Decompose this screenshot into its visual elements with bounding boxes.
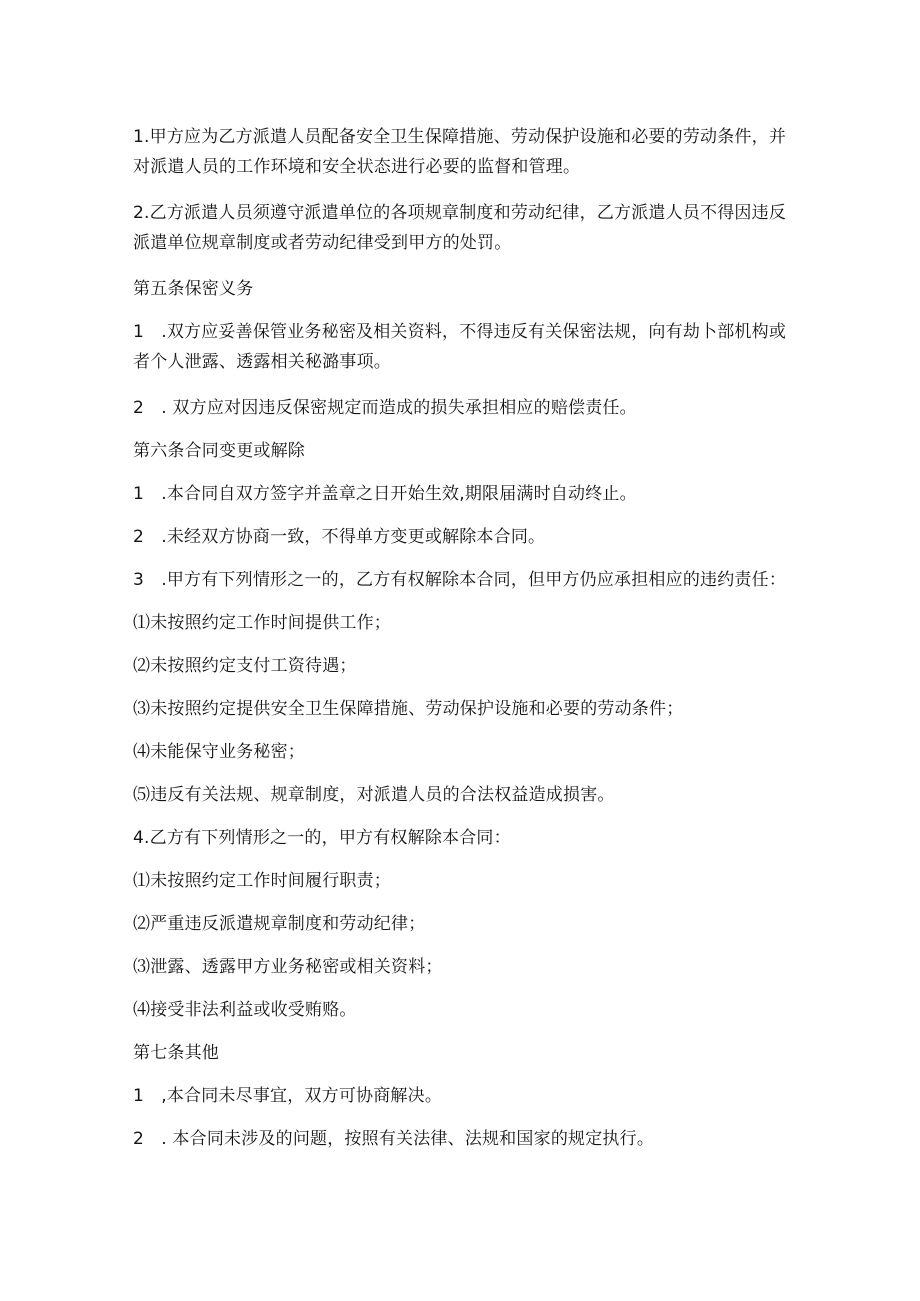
list-item-party-a-2: ⑵未按照约定支付工资待遇；	[133, 656, 357, 676]
paragraph-clause-2: 2.乙方派遣人员须遵守派遣单位的各项规章制度和劳动纪律，乙方派遣人员不得因违反派遣单位规章制度或者劳动纪律受到甲方的处罚。	[133, 203, 787, 253]
list-item-party-b-4: ⑷接受非法利益或收受贿赂。	[133, 1000, 357, 1020]
paragraph-termination-1: 1 .本合同自双方签字并盖章之日开始生效,期限届满时自动终止。	[133, 484, 637, 504]
section-heading-article-6: 第六条合同变更或解除	[133, 441, 305, 461]
paragraph-termination-4: 4.乙方有下列情形之一的，甲方有权解除本合同：	[133, 828, 511, 848]
paragraph-termination-2: 2 .未经双方协商一致，不得单方变更或解除本合同。	[133, 527, 546, 547]
list-item-party-a-1: ⑴未按照约定工作时间提供工作；	[133, 613, 391, 633]
list-item-party-a-3: ⑶未按照约定提供安全卫生保障措施、劳动保护设施和必要的劳动条件；	[133, 699, 684, 719]
list-item-party-b-1: ⑴未按照约定工作时间履行职责；	[133, 871, 391, 891]
section-heading-article-5: 第五条保密义务	[133, 279, 254, 299]
section-heading-article-7: 第七条其他	[133, 1043, 219, 1063]
list-item-party-a-5: ⑸违反有关法规、规章制度，对派遣人员的合法权益造成损害。	[133, 785, 615, 805]
paragraph-termination-3: 3 .甲方有下列情形之一的，乙方有权解除本合同，但甲方仍应承担相应的违约责任：	[133, 570, 787, 590]
paragraph-confidentiality-2: 2 . 双方应对因违反保密规定而造成的损失承担相应的赔偿责任。	[133, 398, 637, 418]
list-item-party-b-2: ⑵严重违反派遣规章制度和劳动纪律；	[133, 914, 426, 934]
list-item-party-b-3: ⑶泄露、透露甲方业务秘密或相关资料；	[133, 957, 443, 977]
paragraph-clause-1: 1.甲方应为乙方派遣人员配备安全卫生保障措施、劳动保护设施和必要的劳动条件，并对派遣人员的工作环境和安全状态进行必要的监督和管理。	[133, 127, 787, 177]
paragraph-other-1: 1 ,本合同未尽事宜，双方可协商解决。	[133, 1086, 443, 1106]
list-item-party-a-4: ⑷未能保守业务秘密；	[133, 742, 305, 762]
paragraph-confidentiality-1: 1 .双方应妥善保管业务秘密及相关资料，不得违反有关保密法规，向有劫卜部机构或者个人泄露、透露相关秘潞事项。	[133, 322, 787, 372]
paragraph-other-2: 2 . 本合同未涉及的问题，按照有关法律、法规和国家的规定执行。	[133, 1129, 655, 1149]
